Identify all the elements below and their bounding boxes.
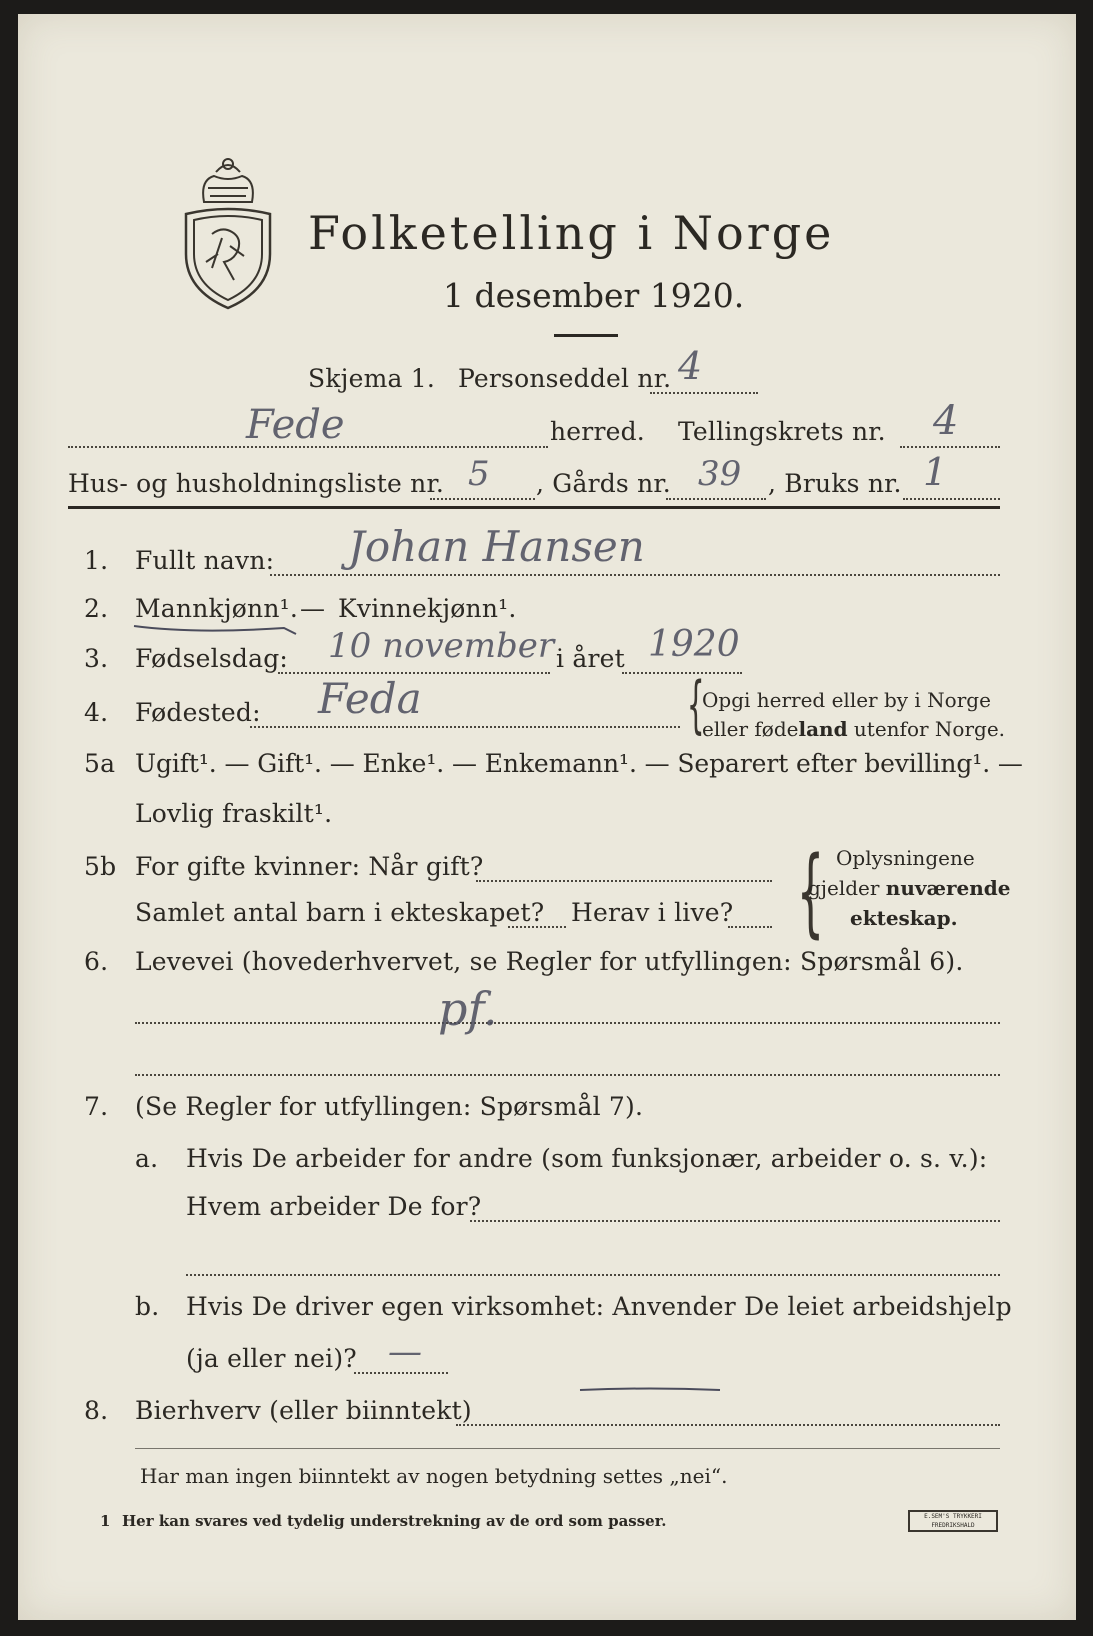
q1-number: 1. [84,546,109,575]
q6-line-1 [135,1022,1000,1024]
occupation-value[interactable]: pf. [438,982,498,1036]
gards-label: , Gårds nr. [536,469,671,498]
q7b-line [354,1372,448,1374]
q4-brace: { [686,668,705,741]
hus-value[interactable]: 5 [468,454,490,494]
q8-pencil-dash [578,1384,728,1396]
female-option[interactable]: Kvinnekjønn¹. [338,594,517,623]
q5b-brace: { [796,836,825,948]
male-underline-mark [130,618,300,638]
gards-value[interactable]: 39 [698,454,742,494]
printer-mark: E.SEM'S TRYKKERI FREDRIKSHALD [908,1510,998,1532]
q7b-text: Hvis De driver egen virksomhet: Anvender De leiet arbeidshjelp [186,1292,1012,1321]
q6-number: 6. [84,947,109,976]
children-alive-label: Herav i live? [571,898,734,927]
q7a-line-2 [186,1274,1000,1276]
q8-line [456,1424,1000,1426]
divorced-option[interactable]: Lovlig fraskilt¹. [135,799,333,828]
q5b-note-2: gjelder nuværende [808,876,1011,900]
full-name-value[interactable]: Johan Hansen [348,522,645,571]
q8-number: 8. [84,1396,109,1425]
footer-note: Har man ingen biinntekt av nogen betydning settes „nei“. [140,1464,728,1488]
year-line [622,672,742,674]
bruks-label: , Bruks nr. [768,469,902,498]
q4-note-2: eller fødeland utenfor Norge. [702,717,1006,741]
q5a-number: 5a [84,749,116,778]
q4-line [250,726,680,728]
tellingskrets-label: Tellingskrets nr. [678,417,886,446]
birthplace-value[interactable]: Feda [318,674,422,723]
herred-value[interactable]: Fede [246,402,345,448]
bruks-value[interactable]: 1 [923,450,948,494]
marital-options[interactable]: Ugift¹. — Gift¹. — Enke¹. — Enkemann¹. — Separert efter bevilling¹. — [135,749,1023,778]
birthdate-value[interactable]: 10 november [328,626,555,666]
q5b-note-1: Oplysningene [836,846,975,870]
male-option[interactable]: Mannkjønn¹. [135,594,299,623]
q7a-label: Hvem arbeider De for? [186,1192,482,1221]
q4-note-1: Opgi herred eller by i Norge [702,688,991,712]
census-date: 1 desember 1920. [443,276,745,315]
year-label: i året [556,644,625,673]
children-total-line [508,926,566,928]
q3-label: Fødselsdag: [135,644,289,673]
q5b-note-3: ekteskap. [850,906,958,930]
q8-label: Bierhverv (eller biinntekt) [135,1396,472,1425]
q7-label: (Se Regler for utfyllingen: Spørsmål 7). [135,1092,644,1121]
bruks-line [903,498,1000,500]
q2-separator: — [300,594,326,623]
tellingskrets-line [900,446,1000,448]
children-alive-line [728,926,772,928]
married-when-line [476,880,772,882]
schema-label: Skjema 1. [308,364,436,393]
form-title: Folketelling i Norge [308,206,835,260]
q7b-number: b. [135,1292,160,1321]
census-form [18,14,1076,1620]
q4-label: Fødested: [135,698,261,727]
footer-rule [135,1448,1000,1449]
q4-number: 4. [84,698,109,727]
q7a-number: a. [135,1144,159,1173]
coat-of-arms-icon [178,154,278,314]
personseddel-value[interactable]: 4 [678,344,703,388]
q1-line [270,574,1000,576]
herred-label: herred. [550,417,645,446]
personseddel-label: Personseddel nr. [458,364,672,393]
title-divider [554,334,618,337]
married-when-label: For gifte kvinner: Når gift? [135,852,484,881]
q6-label: Levevei (hovederhvervet, se Regler for utfyllingen: Spørsmål 6). [135,947,964,976]
q7a-text: Hvis De arbeider for andre (som funksjonær, arbeider o. s. v.): [186,1144,988,1173]
footnote-text: Her kan svares ved tydelig understrekning av de ord som passer. [122,1512,667,1530]
q7a-line-1 [470,1220,1000,1222]
q6-line-2 [135,1074,1000,1076]
tellingskrets-value[interactable]: 4 [933,398,959,444]
q2-number: 2. [84,594,109,623]
hired-help-value[interactable]: — [388,1332,422,1372]
q7b-label: (ja eller nei)? [186,1344,357,1373]
q3-number: 3. [84,644,109,673]
birth-year-value[interactable]: 1920 [648,624,740,665]
q1-label: Fullt navn: [135,546,275,575]
hus-line [430,498,535,500]
children-total-label: Samlet antal barn i ekteskapet? [135,898,545,927]
header-rule [68,506,1000,509]
personseddel-line [650,392,758,394]
q5b-number: 5b [84,852,117,881]
q7-number: 7. [84,1092,109,1121]
hus-label: Hus- og husholdningsliste nr. [68,469,445,498]
footnote-mark: 1 [100,1512,111,1530]
gards-line [666,498,766,500]
